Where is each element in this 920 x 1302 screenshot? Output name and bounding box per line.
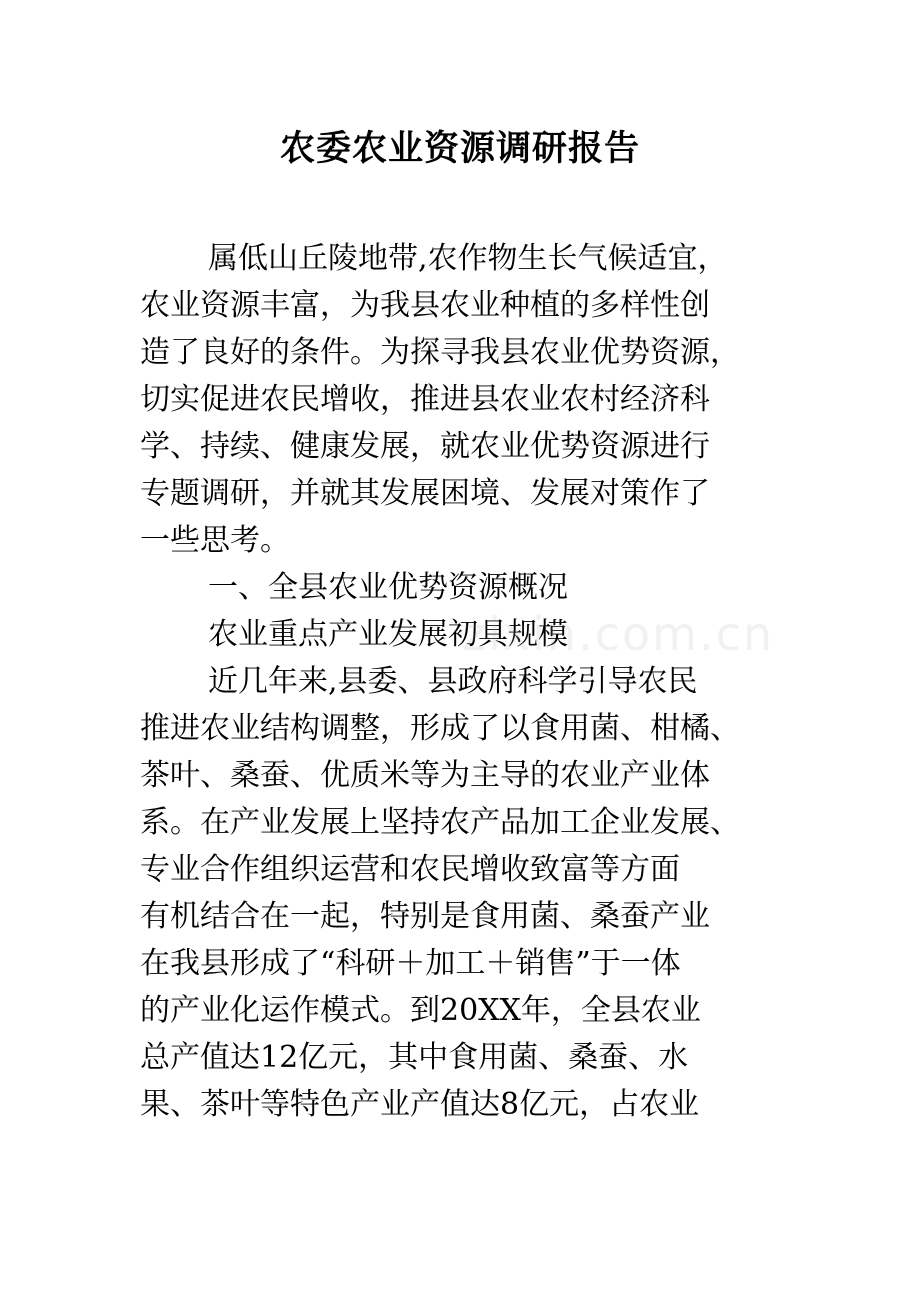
text-line: 农业资源丰富，为我县农业种植的多样性创 xyxy=(140,288,710,323)
text-line: 造了良好的条件。为探寻我县农业优势资源， xyxy=(140,335,740,370)
text-line: 属低山丘陵地带,农作物生长气候适宜， xyxy=(208,241,728,276)
section-heading: 一、全县农业优势资源概况 xyxy=(208,570,568,605)
watermark: zixin.com.cn xyxy=(462,607,775,661)
text-line: 推进农业结构调整，形成了以食用菌、柑橘、 xyxy=(140,711,740,746)
text-line: 的产业化运作模式。到20XX年，全县农业 xyxy=(140,993,701,1028)
text-line: 系。在产业发展上坚持农产品加工企业发展、 xyxy=(140,805,740,840)
document-title: 农委农业资源调研报告 xyxy=(279,129,640,169)
subsection-heading: 农业重点产业发展初具规模 xyxy=(208,617,568,652)
text-line: 茶叶、桑蚕、优质米等为主导的农业产业体 xyxy=(140,758,710,793)
text-line: 有机结合在一起，特别是食用菌、桑蚕产业 xyxy=(140,899,710,934)
text-line: 近几年来,县委、县政府科学引导农民 xyxy=(208,664,698,699)
text-line: 果、茶叶等特色产业产值达8亿元，占农业 xyxy=(140,1087,700,1122)
text-line: 一些思考。 xyxy=(140,523,290,558)
document-body xyxy=(140,235,785,1128)
text-line: 切实促进农民增收，推进县农业农村经济科 xyxy=(140,382,710,417)
text-line: 总产值达12亿元，其中食用菌、桑蚕、水 xyxy=(140,1040,689,1075)
text-line: 学、持续、健康发展，就农业优势资源进行 xyxy=(140,429,710,464)
text-line: 专业合作组织运营和农民增收致富等方面 xyxy=(140,852,680,887)
text-line: 在我县形成了“科研＋加工＋销售”于一体 xyxy=(140,946,681,981)
text-line: 专题调研，并就其发展困境、发展对策作了 xyxy=(140,476,710,511)
